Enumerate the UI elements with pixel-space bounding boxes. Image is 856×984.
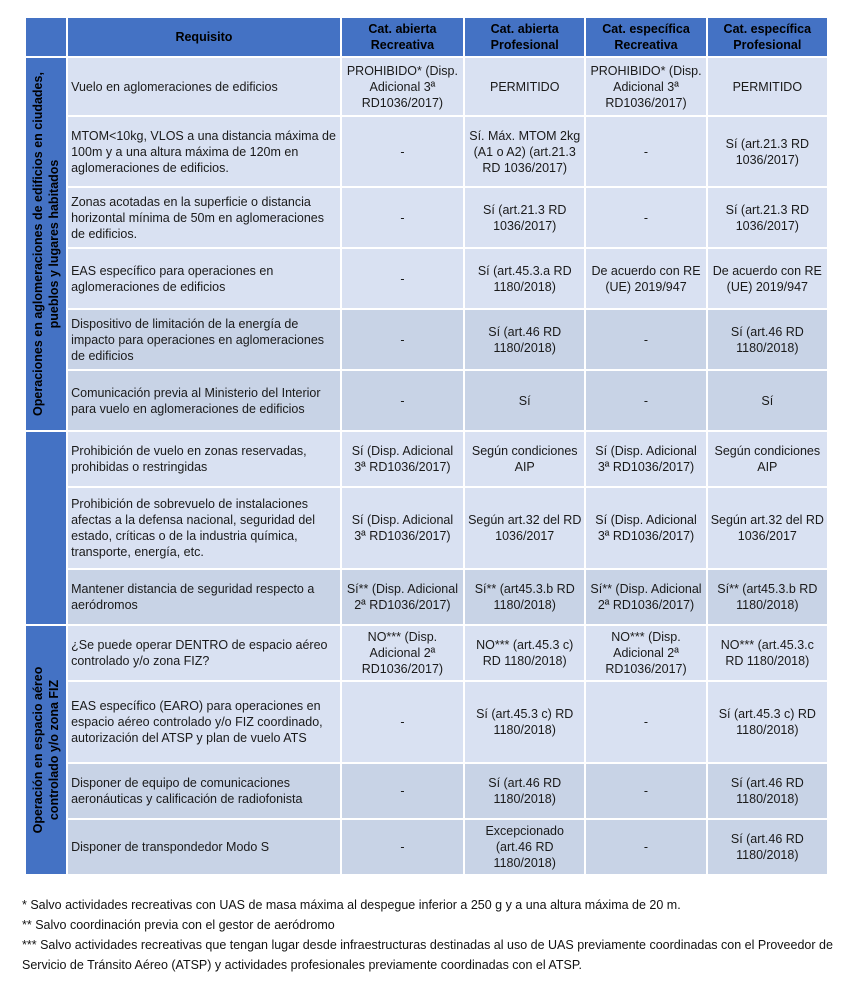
value-cell: Sí (art.46 RD 1180/2018) xyxy=(708,820,827,874)
table-row xyxy=(26,682,827,762)
value-cell: PROHIBIDO* (Disp. Adicional 3ª RD1036/2017) xyxy=(586,58,705,115)
value-cell: PERMITIDO xyxy=(708,58,827,115)
footnote-1: * Salvo actividades recreativas con UAS de masa máxima al despegue inferior a 250 g y a una altura máxima de 20 m. xyxy=(22,898,681,912)
value-cell: Sí (art.21.3 RD 1036/2017) xyxy=(708,188,827,247)
header-requisito: Requisito xyxy=(68,18,340,56)
value-cell: Según art.32 del RD 1036/2017 xyxy=(465,488,584,568)
group-cell-blank xyxy=(26,432,66,624)
value-cell: Según art.32 del RD 1036/2017 xyxy=(708,488,827,568)
value-cell: NO*** (Disp. Adicional 2ª RD1036/2017) xyxy=(586,626,705,680)
table-row xyxy=(26,488,827,568)
table-row xyxy=(26,626,827,680)
value-cell: Sí. Máx. MTOM 2kg (A1 o A2) (art.21.3 RD 1036/2017) xyxy=(465,117,584,186)
value-cell: Sí (Disp. Adicional 3ª RD1036/2017) xyxy=(586,432,705,486)
header-col-abierta-profesional: Cat. abierta Profesional xyxy=(465,18,584,56)
value-cell: PROHIBIDO* (Disp. Adicional 3ª RD1036/2017) xyxy=(342,58,463,115)
value-cell: Sí (art.46 RD 1180/2018) xyxy=(708,764,827,818)
value-cell: Sí (Disp. Adicional 3ª RD1036/2017) xyxy=(342,488,463,568)
table-row xyxy=(26,820,827,874)
table-row xyxy=(26,371,827,430)
group-label: Operaciones en aglomeraciones de edificios en ciudades, pueblos y lugares habitados xyxy=(31,72,62,416)
group-cell-aglomeraciones xyxy=(26,58,66,430)
value-cell: Sí** (art45.3.b RD 1180/2018) xyxy=(708,570,827,624)
value-cell: - xyxy=(342,249,463,308)
value-cell: - xyxy=(586,310,705,369)
requirement-cell: Disponer de transpondedor Modo S xyxy=(68,820,340,874)
value-cell: - xyxy=(586,764,705,818)
value-cell: - xyxy=(586,117,705,186)
value-cell: - xyxy=(342,310,463,369)
requirement-cell: Zonas acotadas en la superficie o distancia horizontal mínima de 50m en aglomeraciones de edificios. xyxy=(68,188,340,247)
header-corner xyxy=(26,18,66,56)
requirements-table xyxy=(24,16,829,876)
value-cell: Sí** (Disp. Adicional 2ª RD1036/2017) xyxy=(586,570,705,624)
requirement-cell: ¿Se puede operar DENTRO de espacio aéreo controlado y/o zona FIZ? xyxy=(68,626,340,680)
table-row xyxy=(26,570,827,624)
value-cell: De acuerdo con RE (UE) 2019/947 xyxy=(708,249,827,308)
footnote-2: ** Salvo coordinación previa con el gestor de aeródromo xyxy=(22,918,335,932)
value-cell: Según condiciones AIP xyxy=(708,432,827,486)
header-col-especifica-profesional: Cat. específica Profesional xyxy=(708,18,827,56)
requirement-cell: MTOM<10kg, VLOS a una distancia máxima de 100m y a una altura máxima de 120m en aglomeraciones de edificios. xyxy=(68,117,340,186)
requirement-cell: Prohibición de sobrevuelo de instalaciones afectas a la defensa nacional, seguridad del estado, críticas o de la industria química, transporte, energía, etc. xyxy=(68,488,340,568)
table-header-row xyxy=(26,18,827,56)
value-cell: - xyxy=(586,682,705,762)
value-cell: Sí (art.21.3 RD 1036/2017) xyxy=(465,188,584,247)
group-cell-espacio-aereo xyxy=(26,626,66,874)
table-row xyxy=(26,58,827,115)
value-cell: Sí** (art45.3.b RD 1180/2018) xyxy=(465,570,584,624)
header-col-especifica-recreativa: Cat. específica Recreativa xyxy=(586,18,705,56)
value-cell: Sí (Disp. Adicional 3ª RD1036/2017) xyxy=(586,488,705,568)
table-row xyxy=(26,310,827,369)
value-cell: - xyxy=(342,188,463,247)
value-cell: - xyxy=(342,764,463,818)
requirement-cell: Vuelo en aglomeraciones de edificios xyxy=(68,58,340,115)
value-cell: NO*** (art.45.3.c RD 1180/2018) xyxy=(708,626,827,680)
table-row xyxy=(26,117,827,186)
header-col-abierta-recreativa: Cat. abierta Recreativa xyxy=(342,18,463,56)
value-cell: Sí (art.46 RD 1180/2018) xyxy=(465,310,584,369)
value-cell: - xyxy=(342,117,463,186)
value-cell: Sí xyxy=(708,371,827,430)
group-label: Operación en espacio aéreo controlado y/o zona FIZ xyxy=(31,666,62,834)
requirement-cell: Disponer de equipo de comunicaciones aeronáuticas y calificación de radiofonista xyxy=(68,764,340,818)
value-cell: NO*** (Disp. Adicional 2ª RD1036/2017) xyxy=(342,626,463,680)
value-cell: - xyxy=(586,188,705,247)
table-row xyxy=(26,188,827,247)
value-cell: - xyxy=(342,682,463,762)
table-row xyxy=(26,249,827,308)
value-cell: Sí (Disp. Adicional 3ª RD1036/2017) xyxy=(342,432,463,486)
value-cell: Sí (art.46 RD 1180/2018) xyxy=(465,764,584,818)
value-cell: - xyxy=(342,371,463,430)
table-row xyxy=(26,764,827,818)
requirement-cell: Dispositivo de limitación de la energía de impacto para operaciones en aglomeraciones de edificios xyxy=(68,310,340,369)
value-cell: Según condiciones AIP xyxy=(465,432,584,486)
requirement-cell: EAS específico para operaciones en aglomeraciones de edificios xyxy=(68,249,340,308)
value-cell: Sí** (Disp. Adicional 2ª RD1036/2017) xyxy=(342,570,463,624)
value-cell: Sí (art.21.3 RD 1036/2017) xyxy=(708,117,827,186)
requirement-cell: EAS específico (EARO) para operaciones en espacio aéreo controlado y/o FIZ coordinado, autorización del ATSP y plan de vuelo ATS xyxy=(68,682,340,762)
value-cell: Sí (art.46 RD 1180/2018) xyxy=(708,310,827,369)
value-cell: - xyxy=(586,371,705,430)
value-cell: Sí xyxy=(465,371,584,430)
value-cell: Sí (art.45.3 c) RD 1180/2018) xyxy=(708,682,827,762)
footnote-3: *** Salvo actividades recreativas que tengan lugar desde infraestructuras destinadas al uso de UAS previamente coordinadas con el Proveedor de Servicio de Tránsito Aéreo (ATSP) y actividades profesionales previamente coordinadas con el ATSP. xyxy=(22,938,833,972)
footnotes xyxy=(22,895,842,975)
requirement-cell: Mantener distancia de seguridad respecto a aeródromos xyxy=(68,570,340,624)
value-cell: - xyxy=(586,820,705,874)
requirement-cell: Comunicación previa al Ministerio del Interior para vuelo en aglomeraciones de edificios xyxy=(68,371,340,430)
value-cell: Sí (art.45.3.a RD 1180/2018) xyxy=(465,249,584,308)
value-cell: NO*** (art.45.3 c) RD 1180/2018) xyxy=(465,626,584,680)
value-cell: Sí (art.45.3 c) RD 1180/2018) xyxy=(465,682,584,762)
requirement-cell: Prohibición de vuelo en zonas reservadas, prohibidas o restringidas xyxy=(68,432,340,486)
value-cell: De acuerdo con RE (UE) 2019/947 xyxy=(586,249,705,308)
value-cell: Excepcionado (art.46 RD 1180/2018) xyxy=(465,820,584,874)
value-cell: PERMITIDO xyxy=(465,58,584,115)
value-cell: - xyxy=(342,820,463,874)
table-row xyxy=(26,432,827,486)
